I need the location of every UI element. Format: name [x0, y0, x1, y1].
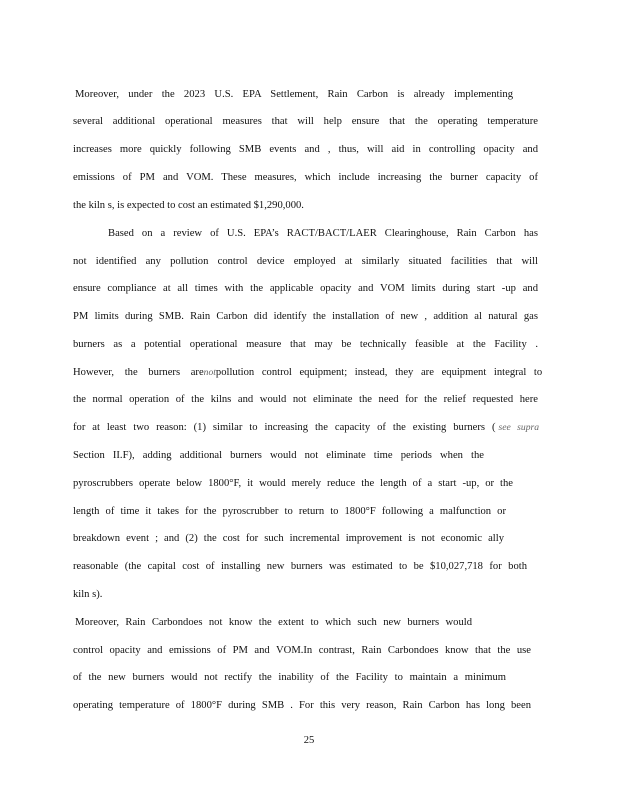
text-segment: for at least two reason: (1) similar to increasing the capacity of the existing burners (: [73, 422, 496, 433]
emphasis-text: see supra: [498, 422, 540, 433]
text-line: ensure compliance at all times with the applicable opacity and VOM limits during start -up and: [73, 283, 538, 294]
text-line: pyroscrubbers operate below 1800°F, it would merely reduce the length of a start -up, or the: [73, 478, 513, 489]
text-line: several additional operational measures that will help ensure that the operating temperature: [73, 116, 538, 127]
text-line: burners as a potential operational measure that may be technically feasible at the Facility .: [73, 339, 538, 350]
text-line: Based on a review of U.S. EPA’s RACT/BACT/LAER Clearinghouse, Rain Carbon has: [108, 228, 538, 239]
text-line: the kiln s, is expected to cost an estimated $1,290,000.: [73, 200, 304, 211]
text-line: Moreover, under the 2023 U.S. EPA Settlement, Rain Carbon is already implementing: [75, 89, 513, 100]
text-line: [73, 421, 540, 435]
emphasis-text: not: [203, 367, 216, 378]
text-line: PM limits during SMB. Rain Carbon did identify the installation of new , addition al natural gas: [73, 311, 538, 322]
text-line: Moreover, Rain Carbondoes not know the extent to which such new burners would: [75, 617, 472, 628]
text-segment: However, the burners are: [73, 367, 204, 378]
text-segment: pollution control equipment; instead, they are equipment integral to: [215, 367, 543, 378]
text-line: control opacity and emissions of PM and VOM.In contrast, Rain Carbondoes know that the use: [73, 645, 531, 656]
text-line: Section II.F), adding additional burners would not eliminate time periods when the: [73, 450, 484, 461]
text-line: reasonable (the capital cost of installing new burners was estimated to be $10,027,718 for both: [73, 561, 527, 572]
text-line: of the new burners would not rectify the inability of the Facility to maintain a minimum: [73, 672, 506, 683]
text-line: kiln s).: [73, 589, 103, 600]
text-line: length of time it takes for the pyroscrubber to return to 1800°F following a malfunction or: [73, 506, 506, 517]
text-line: increases more quickly following SMB events and , thus, will aid in controlling opacity and: [73, 144, 538, 155]
text-line: not identified any pollution control device employed at similarly situated facilities that will: [73, 256, 538, 267]
text-line: emissions of PM and VOM. These measures, which include increasing the burner capacity of: [73, 172, 538, 183]
text-line: [73, 366, 541, 380]
text-line: operating temperature of 1800°F during SMB . For this very reason, Rain Carbon has long been: [73, 700, 531, 711]
page-number: 25: [303, 735, 315, 746]
text-line: breakdown event ; and (2) the cost for such incremental improvement is not economic ally: [73, 533, 504, 544]
text-line: the normal operation of the kilns and would not eliminate the need for the relief requested here: [73, 394, 538, 405]
